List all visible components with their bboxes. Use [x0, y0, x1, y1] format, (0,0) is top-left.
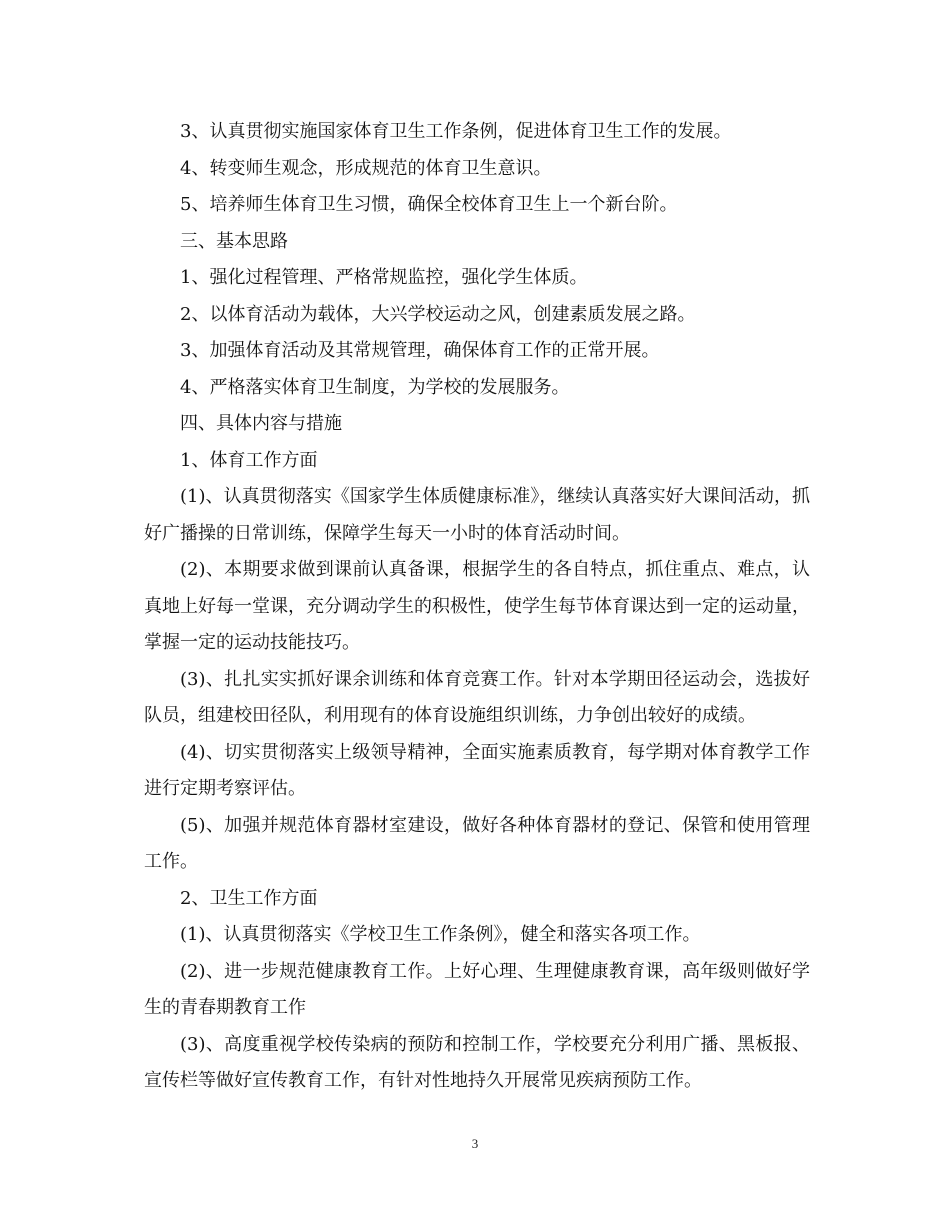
paragraph: (3)、高度重视学校传染病的预防和控制工作，学校要充分利用广播、黑板报、宣传栏等做好宣传教育工作，有针对性地持久开展常见疾病预防工作。 [144, 1033, 810, 1091]
subsection-heading: 1、体育工作方面 [180, 449, 318, 471]
paragraph: 2、以体育活动为载体，大兴学校运动之风，创建素质发展之路。 [180, 303, 696, 325]
paragraph: 3、认真贯彻实施国家体育卫生工作条例，促进体育卫生工作的发展。 [180, 121, 732, 142]
document-body [144, 114, 810, 1100]
paragraph: (2)、本期要求做到课前认真备课，根据学生的各自特点，抓住重点、难点，认真地上好每一堂课，充分调动学生的积极性，使学生每节体育课达到一定的运动量，掌握一定的运动技能技巧。 [144, 559, 810, 653]
paragraph: 4、转变师生观念，形成规范的体育卫生意识。 [180, 157, 552, 179]
paragraph: 5、培养师生体育卫生习惯，确保全校体育卫生上一个新台阶。 [180, 194, 678, 215]
paragraph: 3、加强体育活动及其常规管理，确保体育工作的正常开展。 [180, 340, 660, 361]
section-heading: 三、基本思路 [180, 230, 288, 252]
subsection-heading: 2、卫生工作方面 [180, 887, 318, 909]
paragraph: (1)、认真贯彻落实《国家学生体质健康标准》，继续认真落实好大课间活动，抓好广播操的日常训练，保障学生每天一小时的体育活动时间。 [144, 486, 810, 544]
paragraph: 4、严格落实体育卫生制度，为学校的发展服务。 [180, 376, 570, 398]
paragraph: (4)、切实贯彻落实上级领导精神，全面实施素质教育，每学期对体育教学工作进行定期考察评估。 [144, 741, 810, 799]
paragraph: (3)、扎扎实实抓好课余训练和体育竞赛工作。针对本学期田径运动会，选拔好队员，组建校田径队，利用现有的体育设施组织训练，力争创出较好的成绩。 [144, 668, 810, 726]
section-heading: 四、具体内容与措施 [180, 413, 342, 434]
paragraph: (1)、认真贯彻落实《学校卫生工作条例》，健全和落实各项工作。 [180, 924, 701, 945]
page-number: 3 [471, 1136, 479, 1151]
paragraph: 1、强化过程管理、严格常规监控，强化学生体质。 [180, 267, 588, 288]
paragraph: (2)、进一步规范健康教育工作。上好心理、生理健康教育课，高年级则做好学生的青春期教育工作 [144, 960, 810, 1018]
paragraph: (5)、加强并规范体育器材室建设，做好各种体育器材的登记、保管和使用管理工作。 [144, 814, 810, 872]
